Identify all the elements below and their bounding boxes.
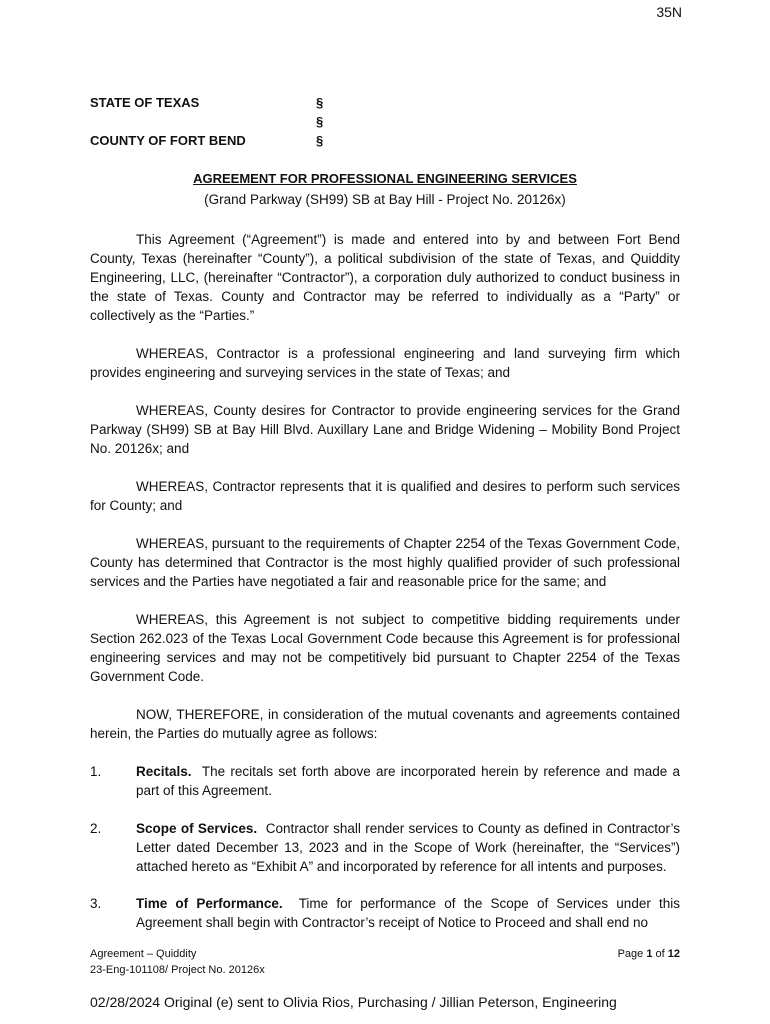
item-heading: Recitals. (136, 764, 192, 779)
item-text: The recitals set forth above are incorporated herein by reference and made a part of this Agreement. (136, 764, 681, 798)
state-label: STATE OF TEXAS (90, 95, 200, 110)
item-number: 1. (90, 764, 102, 779)
section-symbol: § (316, 133, 324, 148)
footer-project-line: 23-Eng-101108/ Project No. 20126x (90, 964, 265, 976)
document-title: AGREEMENT FOR PROFESSIONAL ENGINEERING SERVICES (193, 171, 577, 186)
list-item (90, 762, 680, 800)
list-item (90, 819, 680, 876)
page-number: Page 1 of 12 (617, 948, 680, 960)
paragraph-whereas-5: WHEREAS, this Agreement is not subject to competitive bidding requirements under Section 262.023 of the Texas Local Government Code because this Agreement is for professional engineering services and may not be competitively bid pursuant to Chapter 2254 of the Texas Government Code. (90, 612, 680, 684)
paragraph-whereas-3: WHEREAS, Contractor represents that it is qualified and desires to perform such services for County; and (90, 479, 680, 513)
document-subtitle: (Grand Parkway (SH99) SB at Bay Hill - Project No. 20126x) (204, 192, 566, 207)
paragraph-whereas-4: WHEREAS, pursuant to the requirements of Chapter 2254 of the Texas Government Code, County has determined that Contractor is the most highly qualified provider of such professional services and the Parties have negotiated a fair and reasonable price for the same; and (90, 536, 680, 589)
list-item (90, 894, 680, 932)
county-label: COUNTY OF FORT BEND (90, 133, 246, 148)
item-text: Time for performance of the Scope of Services under this Agreement shall begin with Contractor’s receipt of Notice to Proceed and shall end no (136, 896, 680, 930)
item-heading: Time of Performance. (136, 896, 283, 911)
bottom-note: 02/28/2024 Original (e) sent to Olivia Rios, Purchasing / Jillian Peterson, Engineering (90, 994, 617, 1010)
paragraph-whereas-1: WHEREAS, Contractor is a professional engineering and land surveying firm which provides engineering and surveying services in the state of Texas; and (90, 346, 680, 380)
item-heading: Scope of Services. (136, 821, 258, 836)
section-symbol: § (316, 114, 324, 129)
paragraph-intro: This Agreement (“Agreement”) is made and entered into by and between Fort Bend County, Texas (hereinafter “County”), a political subdivision of the state of Texas, and Quiddity Engineering, LLC, (hereinafter “Contractor”), a corporation duly authorized to conduct business in the state of Texas. County and Contractor may be referred to individually as a “Party” or collectively as the “Parties.” (90, 232, 680, 323)
section-symbol: § (316, 95, 324, 110)
item-number: 2. (90, 821, 102, 836)
footer-agreement-line: Agreement – Quiddity (90, 948, 197, 960)
paragraph-whereas-2: WHEREAS, County desires for Contractor to provide engineering services for the Grand Parkway (SH99) SB at Bay Hill Blvd. Auxillary Lane and Bridge Widening – Mobility Bond Project No. 20126x; and (90, 403, 680, 456)
paragraph-therefore: NOW, THEREFORE, in consideration of the mutual covenants and agreements contained herein, the Parties do mutually agree as follows: (90, 707, 680, 741)
footer-left (90, 946, 265, 978)
item-number: 3. (90, 896, 102, 911)
corner-label: 35N (656, 4, 682, 20)
item-text: Contractor shall render services to County as defined in Contractor’s Letter dated December 13, 2023 and in the Scope of Work (hereinafter, the “Services”) attached hereto as “Exhibit A” and incorporated by reference for all intents and purposes. (136, 821, 680, 874)
